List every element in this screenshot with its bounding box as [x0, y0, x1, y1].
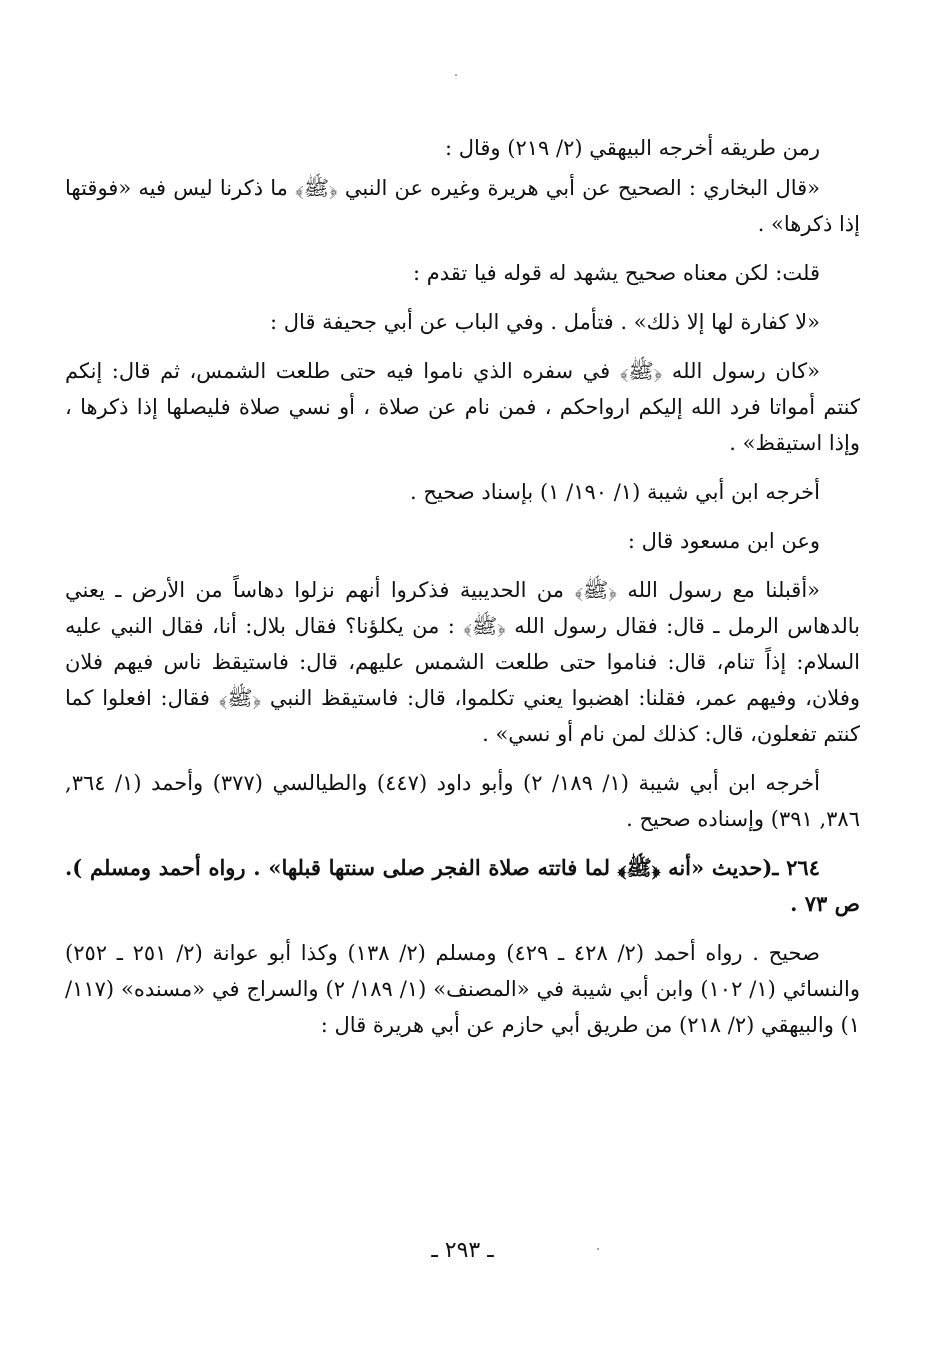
body-text	[65, 130, 860, 1056]
paragraph-3: قلت: لكن معناه صحيح يشهد له قوله فيا تقدم :	[413, 261, 820, 285]
paragraph-5: «كان رسول الله ﴿ﷺ﴾ في سفره الذي ناموا فيه حتى طلعت الشمس، ثم قال: إنكم كنتم أمواتا فرد الله إليكم ارواحكم ، فمن نام عن صلاة ، أو نسي صلاة فليصلها إذا ذكرها ، وإذا استيقظ» .	[65, 359, 860, 455]
paragraph-7: وعن ابن مسعود قال :	[627, 529, 820, 553]
scan-speck	[597, 1248, 599, 1250]
hadith-heading: ٢٦٤ ـ(حديث «أنه ﴿ﷺ﴾ لما فاتته صلاة الفجر صلى سنتها قبلها» . رواه أحمد ومسلم ). ص ٧٣ .	[65, 855, 860, 916]
paragraph-1: رمن طريقه أخرجه البيهقي (٢/ ٢١٩) وقال :	[444, 136, 820, 160]
paragraph-4: «لا كفارة لها إلا ذلك» . فتأمل . وفي الباب عن أبي جحيفة قال :	[270, 310, 820, 334]
scan-speck	[455, 74, 457, 76]
paragraph-9: أخرجه ابن أبي شيبة (١/ ١٨٩/ ٢) وأبو داود (٤٤٧) والطيالسي (٣٧٧) وأحمد (١/ ٣٦٤, ٣٨٦, ٣٩١) وإسناده صحيح .	[65, 771, 860, 831]
paragraph-2: «قال البخاري : الصحيح عن أبي هريرة وغيره عن النبي ﴿ﷺ﴾ ما ذكرنا ليس فيه «فوقتها إذا ذكرها» .	[65, 176, 860, 236]
paragraph-6: أخرجه ابن أبي شيبة (١/ ١٩٠/ ١) بإسناد صحيح .	[410, 480, 820, 504]
paragraph-8: «أقبلنا مع رسول الله ﴿ﷺ﴾ من الحديبية فذكروا أنهم نزلوا دهاساً من الأرض ـ يعني بالدهاس الرمل ـ قال: فقال رسول الله ﴿ﷺ﴾ : من يكلؤنا؟ فقال بلال: أنا، فقال النبي عليه السلام: إذاً تنام، قال: فناموا حتى طلعت الشمس عليهم، قال: فاستيقظ ناس فيهم فلان وفلان، وفيهم عمر، فقلنا: اهضبوا يعني تكلموا، قال: فاستيقظ النبي ﴿ﷺ﴾ فقال: افعلوا كما كنتم تفعلون، قال: كذلك لمن نام أو نسي» .	[65, 578, 860, 746]
page-number: ـ ٢٩٣ ـ	[431, 1238, 494, 1263]
paragraph-11: صحيح . رواه أحمد (٢/ ٤٢٨ ـ ٤٢٩) ومسلم (٢/ ١٣٨) وكذا أبو عوانة (٢/ ٢٥١ ـ ٢٥٢) والنسائي (١/ ١٠٢) وابن أبي شيبة في «المصنف» (١/ ١٨٩/ ٢) والسراج في «مسنده» (١١٧/ ١) والبيهقي (٢/ ٢١٨) من طريق أبي حازم عن أبي هريرة قال :	[65, 941, 860, 1037]
